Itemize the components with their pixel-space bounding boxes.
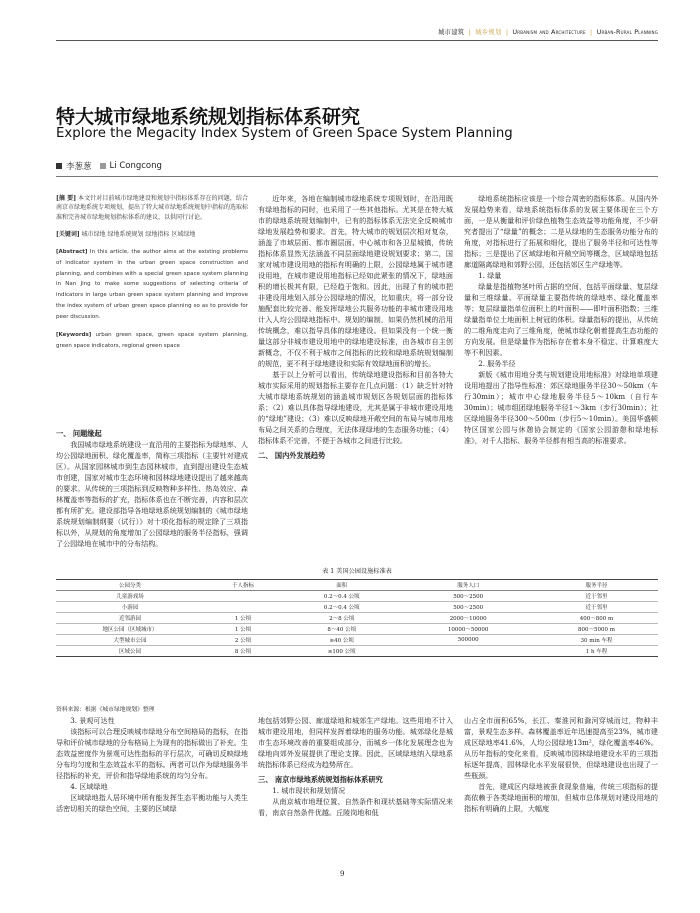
author-rule (56, 176, 658, 177)
table-header-cell: 服务半径 (535, 580, 658, 591)
table-cell: 0.2～0.4 公顷 (282, 602, 401, 613)
table-row (56, 646, 658, 657)
header-sep: | (505, 28, 509, 36)
paragraph: 首先，建成区内绿地被蚕食现象普遍，传统三项指标的提高依赖于各类绿地面积的增加，但城市总体规划对建设用地的指标有明确的上限，大幅度 (464, 781, 658, 813)
table-cell: 500～2500 (401, 591, 535, 602)
table-cell: 2～8 公顷 (282, 613, 401, 624)
header-sep: | (468, 28, 471, 36)
table-cell: 近于邻里 (535, 591, 658, 602)
column-3 (464, 194, 658, 447)
header-cn-b: 城乡规划 (475, 28, 502, 36)
table-row (56, 613, 658, 624)
table-row (56, 635, 658, 646)
table-cell: 800～5000 m (535, 624, 658, 635)
section-heading: 二、 国内外发展趋势 (258, 450, 326, 460)
table-cell: 0.2～0.4 公顷 (282, 591, 401, 602)
section-heading: 一、 问题缘起 (56, 429, 102, 438)
keywords-en-text: urban green space, green space system planning, green space indicators, regional green space (56, 332, 249, 349)
paragraph: 地包括郊野公园、廊道绿地和城郊生产绿地。这些用地不计入城市建设用地，但同样发挥着绿地的服务功能。城郊绿化是城市生态环境改善的重要组成部分，而城乡一体化发展理念也为绿地向郊外发展提供了理论支撑。因此，区域绿地纳入绿地系统指标体系已经成为趋势所在。 (258, 716, 453, 769)
numbered-subheading: 1. 绿量 (478, 270, 502, 280)
numbered-subheading: 1. 城市现状和规划情况 (272, 786, 346, 796)
abstract-block (56, 194, 248, 360)
paragraph: 绿量是指植物茎叶所占据的空间，包括平面绿量、复层绿量和三维绿量。平面绿量主要指传统的绿地率、绿化覆盖率等；复层绿量指单位面积上的叶面积——即叶面积指数；三维绿量指单位土地面积上树冠的体积。绿量指标的提出，从传统的二维角度走向了三维角度，使城市绿化朝着提高生态功能的方向发展。但是绿量作为指标存在着本身不稳定、计算难度大等不利因素。 (464, 281, 658, 357)
page-title-english: Explore the Megacity Index System of Green Space System Planning (56, 126, 513, 141)
table-caption: 表 1 美国公园设施标准表 (322, 568, 392, 575)
header-en-a: Urbanism and Architecture (512, 28, 586, 36)
bottom-column-1 (56, 716, 248, 815)
paragraph: 绿地系统指标应该是一个综合周密的指标体系。从国内外发展趋势来看，绿地系统指标体系的发展主要体现在三个方面，一是从衡量和评价绿色植物生态效益等功能角度，不少研究者提出了“绿量”的概念；二是从绿地的生态服务功能分布的角度，对指标进行了拓展和细化，提出了服务半径和可达性等指标；三是提出了区域绿地和开敞空间等概念，区域绿地包括廊道隔离绿地和郊野公园，还包括郊区生产绿地等。 (464, 194, 658, 269)
table-row (56, 591, 658, 602)
header-sep: | (590, 28, 593, 36)
abstract-cn-label: [摘 要] (56, 195, 77, 202)
table-cell: 2000～10000 (401, 613, 535, 624)
bottom-column-3 (464, 716, 658, 815)
table-header-cell: 千人指标 (204, 580, 282, 591)
abstract-en-text: In this article, the author aims at the existing problems of indicator system in the urban green space construction and planning, and combines with a special green space system planning in Nan Jing to make some suggestions of selecting criteria of indicators in large urban green space system planning and improve the index system of urban green space planning so as to provide for peer discussion. (56, 249, 248, 320)
table-header-cell: 服务人口 (401, 580, 535, 591)
table-cell: 1 公顷 (204, 613, 282, 624)
author-en: Li Congcong (109, 161, 162, 171)
header-rule (56, 40, 658, 41)
table-cell: 1 公顷 (204, 624, 282, 635)
column-2 (258, 194, 453, 462)
keywords-cn-text: 城市绿地 绿地系统规划 绿地指标 区域绿地 (81, 230, 196, 238)
table-cell: 8 公顷 (204, 646, 282, 657)
table-cell: ≥100 公顷 (282, 646, 401, 657)
paragraph: 区域绿地指人居环境中所有能发挥生态平衡功能与人类生活密切相关的绿色空间，主要的区域绿 (56, 792, 248, 813)
table-cell (401, 646, 535, 657)
table-row (56, 624, 658, 635)
section-heading: 三、 南京市绿地系统规划指标体系研究 (258, 774, 383, 784)
paragraph: 该指标可以合理反映城市绿地分布空间格局的指标，在指导和评价城市绿地的分布格局上为现有的指标做出了补充。生态效益密度作为景观可达性指标的平行层次，可确切反映绿地分布均匀度和生态效益水平的指标。两者可以作为绿地服务半径指标的补充，评价和指导绿地系统的均匀分布。 (56, 726, 248, 780)
table-cell: 30 min 车程 (535, 635, 658, 646)
paragraph: 近年来，各地在编制城市绿地系统专项规划时，在沿用既有绿地指标的同时，也采用了一些其他指标。尤其是在特大城市的绿地系统规划编制中，已有的指标体系无法完全反映城市绿地发展趋势和要求。首先，特大城市的规划层次相对复杂，涵盖了市域层面、都市圈层面、中心城市和各卫星城镇，传统指标体系显然无法涵盖不同层面绿地建设规划要求；第二，国家对城市建设用地的指标有明确的上限，公园绿地属于城市建设用地，在城市建设用地指标已经如此紧张的情况下，绿地面积的增长极其有限，已经趋于饱和。因此，出现了有的城市把非建设用地划入部分公园绿地的情况，比如重庆，将一部分设施配套比较完善、能发挥绿地公共服务功能的非城市建设用地计入人均公园绿地指标中。规划的编制，如果仍然机械的沿用传统概念，难以指导具体的绿地建设。但如果没有一个统一衡量这部分非城市建设用地中的绿地建设标准，由各城市自主创新概念，不仅不利于城市之间指标的比较和绿地系统规划编制的规范，更不利于绿地建设和实际有效绿地面积的增长。 (258, 194, 453, 368)
table-cell: 8～40 公顷 (282, 624, 401, 635)
keywords-en-label: [Keywords] (56, 332, 92, 339)
paragraph: 我国城市绿地系统建设一直沿用的主要指标为绿地率、人均公园绿地面积、绿化覆盖率，简称三项指标（主要针对建成区）。从国家园林城市到生态园林城市，直到提出建设生态城市创建，国家对城市生态环境和园林绿地建设提出了越来越高的要求。从传统的三项指标到反映物种多样性、热岛效应、森林覆盖率等指标的扩充，指标体系也在不断完善，内容和层次都有所扩充。建设部指导各地绿地系统规划编制的《城市绿地系统规划编制纲要（试行）》对十项化指标的规定除了三项指标以外，从规划的角度增加了公园绿地的服务半径指标，强调了公园绿地在城市中的分布结构。 (56, 440, 248, 549)
author-cn: 李葱葱 (66, 162, 92, 172)
table-cell: 地区公园（区域城市） (56, 624, 204, 635)
author-line (56, 160, 162, 172)
table-cell: 大型城市公园 (56, 635, 204, 646)
table-cell: ≥40 公顷 (282, 635, 401, 646)
table-cell: 2 公顷 (204, 635, 282, 646)
header-cn-a: 城市建筑 (438, 28, 465, 36)
square-bullet-icon (100, 163, 106, 169)
bottom-column-2 (258, 716, 453, 819)
square-bullet-icon (56, 163, 62, 169)
table-cell: 10000～50000 (401, 624, 535, 635)
paragraph: 从南京城市地理位置、自然条件和现状基础等实际情况来看，南京自然条件优越。丘陵岗地和低 (258, 797, 453, 818)
paragraph: 新版《城市用地分类与规划建设用地标准》对绿地单项建设用地提出了指导性标准：郊区绿地服务半径30～50km（车行30min）；城市中心绿地服务半径5～10km（自行车30min）；城市组团绿地服务半径1～3km（步行30min）；社区绿地服务半径300～500m（步行5～10min）。美国华盛顿特区国家公园与休憩协会制定的《国家公园游憩和绿地标准》，对千人指标、服务半径都有相当高的标准要求。 (464, 369, 658, 445)
abstract-en-label: [Abstract] (56, 249, 88, 256)
numbered-subheading: 3. 景观可达性 (70, 716, 115, 725)
table-cell (204, 591, 282, 602)
table-cell: 1 h 车程 (535, 646, 658, 657)
numbered-subheading: 4. 区域绿地 (70, 781, 108, 791)
table-cell: 区域公园 (56, 646, 204, 657)
table-row (56, 602, 658, 613)
table-cell: 近于邻里 (535, 602, 658, 613)
table-source-note: 资料来源：根据《城市绿地规划》整理 (56, 707, 155, 713)
table-header-cell: 公园分类 (56, 580, 204, 591)
abstract-cn-text: 本文针对目前城市绿地建设和规划中指标体系存在的问题，结合南京市绿地系统专项规划，提出了特大城市绿地系统规划中指标的选取标准和完善城市绿地规划指标体系的建议，以供同行讨论。 (56, 195, 249, 221)
page-number: 9 (340, 870, 345, 878)
keywords-cn-label: [关键词] (56, 230, 80, 238)
table-cell (204, 602, 282, 613)
page-title: 特大城市绿地系统规划指标体系研究 (56, 106, 361, 128)
running-header (56, 27, 658, 36)
paragraph: 基于以上分析可以看出，传统绿地建设指标和目前各特大城市实际采用的规划指标主要存在几点问题：（1）缺乏针对特大城市绿地系统规划的涵盖城市规划区各规划层面的指标体系；（2）难以具体指导绿地建设，尤其是属于非城市建设用地的“绿地”建设；（3）难以反映绿地开敞空间的布局与城市用地布局之间关系的合理度，无法体现绿地的生态服务功能；（4）指标体系不完善，不便于各城市之间进行比较。 (258, 369, 453, 445)
table-header-cell: 面积 (282, 580, 401, 591)
table-header-row (56, 580, 658, 591)
paragraph: 山占全市面积65%，长江、秦淮河和滁河穿城而过，物种丰富，景观生态多样。森林覆盖率近年迅速提高至23%，城市建成区绿地率41.6%，人均公园绿地13m²，绿化覆盖率46%。从历年指标的变化来看，反映城市园林绿地建设水平的三项指标逐年提高，园林绿化水平发展很快，但绿地建设也出现了一些瓶颈。 (464, 716, 658, 780)
table-cell: 400～800 m (535, 613, 658, 624)
table-cell: 小游园 (56, 602, 204, 613)
table-cell: 500～2500 (401, 602, 535, 613)
column-1 (56, 425, 248, 550)
park-standards-table (56, 579, 658, 657)
table-cell: 500000 (401, 635, 535, 646)
table-cell: 近邻游园 (56, 613, 204, 624)
table-cell: 儿童游戏场 (56, 591, 204, 602)
header-en-b: Urban-Rural Planning (596, 28, 658, 36)
numbered-subheading: 2. 服务半径 (478, 358, 516, 368)
